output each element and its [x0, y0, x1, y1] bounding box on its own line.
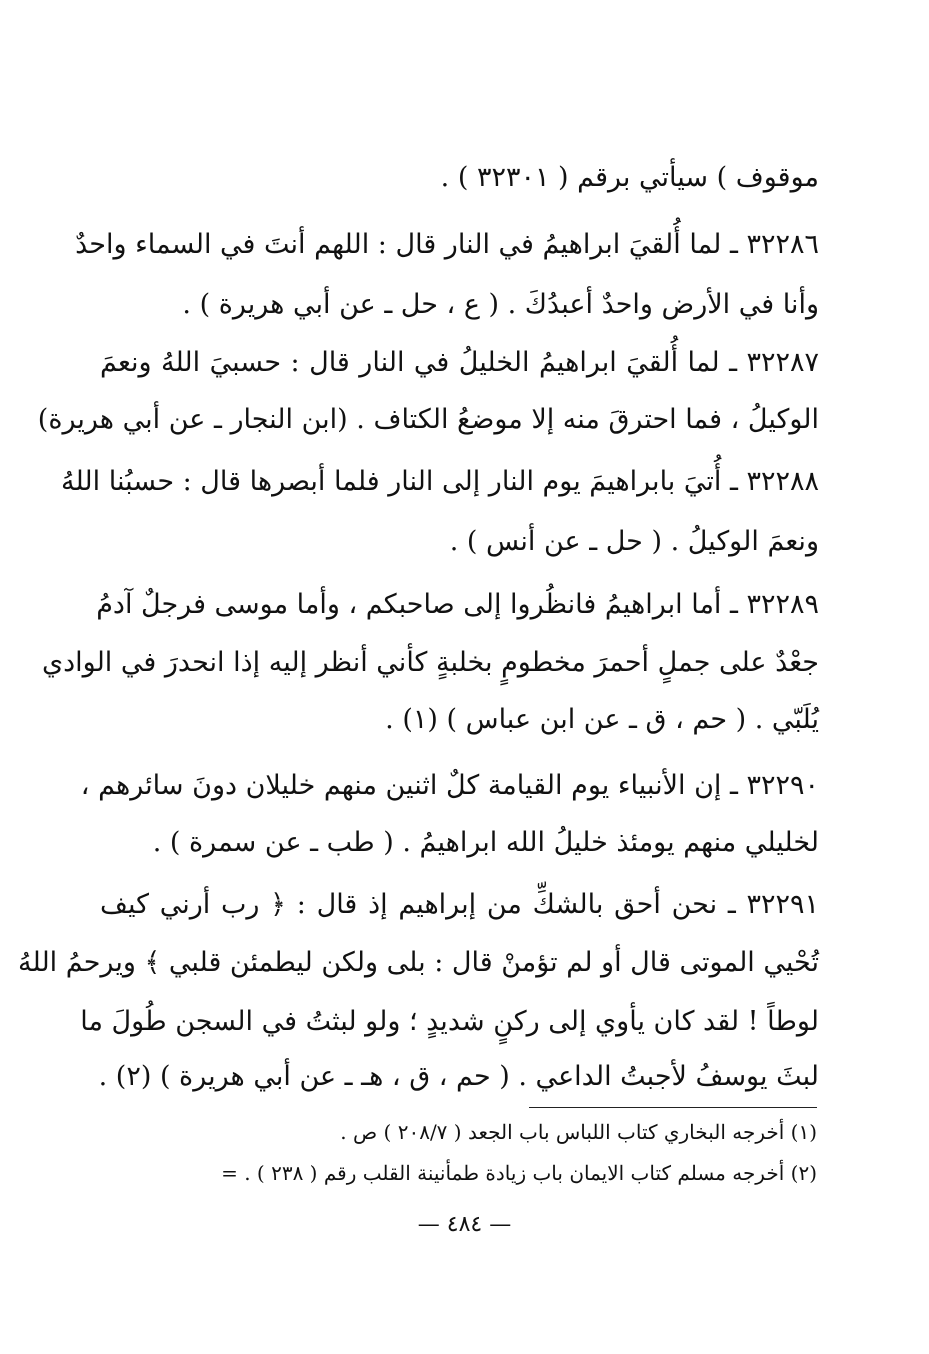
hadith-32291-line-2: تُحْيي الموتى قال أو لم تؤمنْ قال : بلى ولكن ليطمئن قلبي ﴾ ويرحمُ اللهُ [18, 947, 819, 978]
hadith-32289-line-1: ٣٢٢٨٩ ـ أما ابراهيمُ فانظُروا إلى صاحبكم ، وأما موسى فرجلٌ آدمُ [96, 589, 819, 620]
hadith-32288-line-1: ٣٢٢٨٨ ـ أُتيَ بابراهيمَ يوم النار إلى النار فلما أبصرها قال : حسبُنا اللهُ [61, 466, 819, 497]
hadith-32286-line-1: ٣٢٢٨٦ ـ لما أُلقيَ ابراهيمُ في النار قال : اللهم أنتَ في السماء واحدٌ [75, 229, 819, 260]
hadith-32289-line-2: جعْدٌ على جملٍ أحمرَ مخطومٍ بخلبةٍ كأني أنظر إليه إذا انحدرَ في الوادي [41, 647, 819, 678]
footnote-1: (١) أخرجه البخاري كتاب اللباس باب الجعد ( ٢٠٨/٧ ) ص . [340, 1120, 817, 1144]
footnote-2: (٢) أخرجه مسلم كتاب الايمان باب زيادة طمأنينة القلب رقم ( ٢٣٨ ) . = [221, 1161, 817, 1185]
hadith-32290-line-1: ٣٢٢٩٠ ـ إن الأنبياء يوم القيامة كلٌ اثنين منهم خليلان دونَ سائرهم ، [80, 770, 819, 801]
page-number: — ٤٨٤ — [417, 1212, 512, 1237]
hadith-32290-line-2: لخليلي منهم يومئذ خليلُ الله ابراهيمُ . ( طب ـ عن سمرة ) . [152, 827, 819, 858]
hadith-32291-line-1: ٣٢٢٩١ ـ نحن أحق بالشكِّ من إبراهيم إذ قال : ﴿ رب أرني كيف [100, 889, 819, 920]
hadith-32286-line-2: وأنا في الأرض واحدٌ أعبدُكَ . ( ع ، حل ـ عن أبي هريرة ) . [182, 289, 819, 320]
hadith-32287-line-1: ٣٢٢٨٧ ـ لما أُلقيَ ابراهيمُ الخليلُ في النار قال : حسبيَ اللهُ ونعمَ [100, 347, 819, 378]
hadith-32291-line-3: لوطاً ! لقد كان يأوي إلى ركنٍ شديدٍ ؛ ولو لبثتُ في السجن طُولَ ما [80, 1006, 819, 1037]
footnote-divider [529, 1107, 817, 1108]
hadith-32291-line-4: لبثَ يوسفُ لأجبتُ الداعي . ( حم ، ق ، هـ ـ عن أبي هريرة ) (٢) . [98, 1061, 819, 1092]
hadith-32289-line-3: يُلَبّي . ( حم ، ق ـ عن ابن عباس ) (١) . [385, 704, 819, 735]
hadith-32288-line-2: ونعمَ الوكيلُ . ( حل ـ عن أنس ) . [449, 526, 819, 557]
text-line-continuation: موقوف ) سيأتي برقم ( ٣٢٣٠١ ) . [440, 162, 819, 193]
hadith-32287-line-2: الوكيلُ ، فما احترقَ منه إلا موضعُ الكتاف . (ابن النجار ـ عن أبي هريرة) [37, 404, 819, 435]
